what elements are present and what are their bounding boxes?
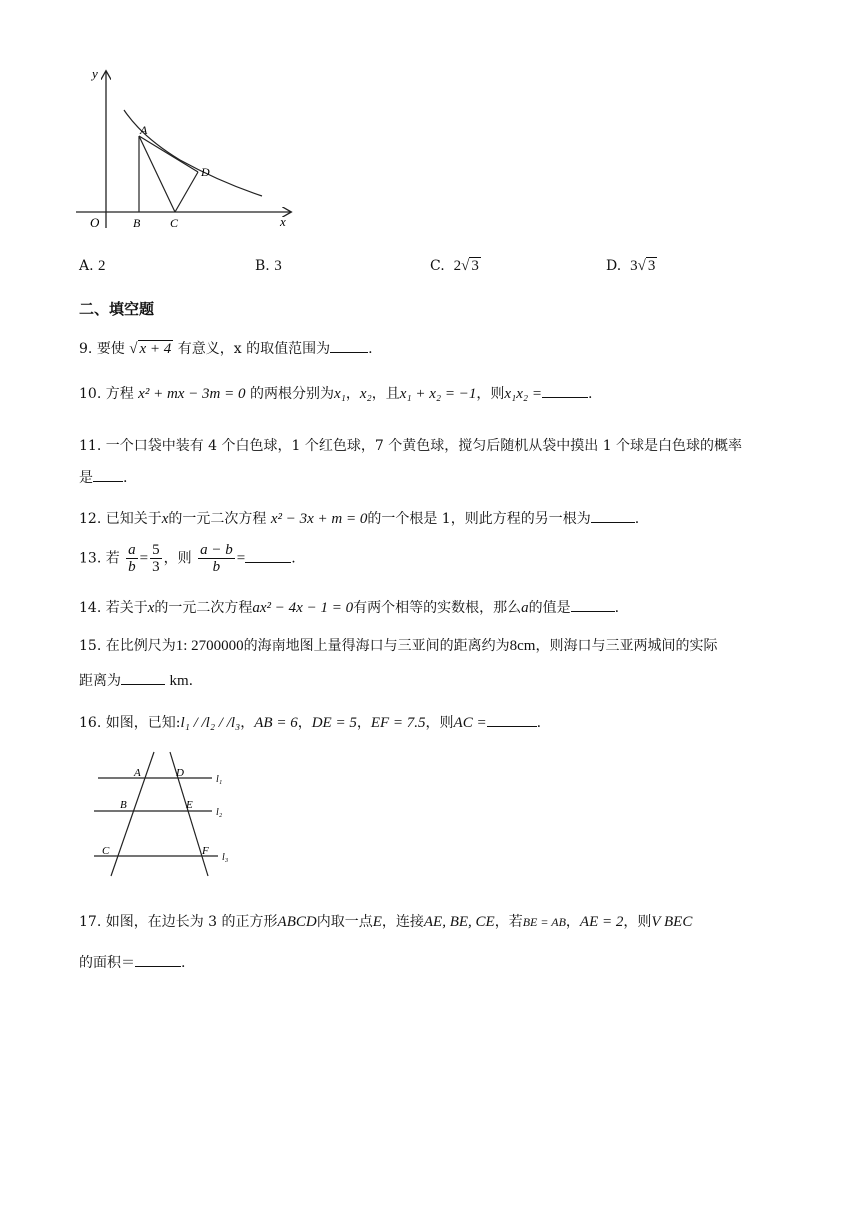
q17-answer-blank[interactable] — [135, 952, 181, 967]
question-9: 9. 要使 √ x + 4 有意义，x 的取值范围为 . — [79, 338, 373, 359]
q15-answer-blank[interactable] — [121, 670, 165, 685]
point-a-label: A — [140, 123, 148, 137]
q9-answer-blank[interactable] — [330, 338, 368, 353]
q14-answer-blank[interactable] — [571, 597, 615, 612]
question-10: 10. 方程 x² + mx − 3m = 0 的两根分别为x₁，x₂，且x₁ + x₂ = −1，则x₁x₂ = . — [79, 383, 592, 404]
point-a-label: A — [134, 767, 141, 779]
line-l2-label: l₂ — [216, 807, 223, 818]
hyperbola-figure — [70, 62, 300, 232]
question-17-line-2: 的面积＝ . — [79, 952, 185, 973]
q10-answer-blank[interactable] — [542, 383, 588, 398]
option-a[interactable]: A. 2 — [79, 258, 106, 274]
section-title: 二、填空题 — [79, 300, 155, 318]
question-12: 12. 已知关于x的一元二次方程 x² − 3x + m = 0的一个根是 1，则此方程的另一根为 . — [79, 508, 639, 529]
parallel-lines-figure — [88, 748, 248, 883]
question-11-line-1: 11. 一个口袋中装有 4 个白色球，1 个红色球，7 个黄色球，搅匀后随机从袋中摸出 1 个球是白色球的概率 — [79, 438, 743, 454]
point-c-label: C — [170, 216, 179, 230]
point-f-label: F — [202, 845, 209, 857]
point-d-label: D — [176, 767, 184, 779]
line-l1-label: l₁ — [216, 774, 223, 785]
option-c[interactable]: C. 2√ 3 — [430, 258, 479, 274]
question-11-line-2: 是 . — [79, 467, 127, 488]
question-17-line-1: 17. 如图，在边长为 3 的正方形ABCD内取一点E，连接AE, BE, CE，若BE = AB，AE = 2，则V BEC — [79, 914, 693, 930]
question-14: 14. 若关于x的一元二次方程ax² − 4x − 1 = 0有两个相等的实数根，那么a的值是 . — [79, 597, 619, 618]
q13-answer-blank[interactable] — [245, 548, 291, 563]
question-15-line-2: 距离为 km. — [79, 670, 193, 691]
axis-y-label: y — [92, 66, 98, 81]
line-l3-label: l₃ — [222, 852, 229, 863]
option-b[interactable]: B. 3 — [255, 258, 282, 274]
q16-answer-blank[interactable] — [487, 712, 537, 727]
point-b-label: B — [120, 799, 127, 811]
option-d[interactable]: D. 3√ 3 — [606, 258, 656, 274]
transversal-abc — [111, 752, 154, 876]
point-d-label: D — [201, 165, 210, 179]
question-15-line-1: 15. 在比例尺为1: 2700000的海南地图上量得海口与三亚间的距离约为8cm，则海口与三亚两城间的实际 — [79, 638, 718, 654]
segment-cd — [175, 172, 198, 212]
axis-x-label: x — [280, 214, 286, 229]
q11-answer-blank[interactable] — [93, 467, 123, 482]
origin-label: O — [90, 215, 100, 230]
point-e-label: E — [186, 799, 193, 811]
point-b-label: B — [133, 216, 141, 230]
q12-answer-blank[interactable] — [591, 508, 635, 523]
question-13: 13. 若 $\frac{a}{b}$ = $\frac{5}{3}$ ，则 $\frac{a - b}{b}$ = . — [79, 542, 296, 575]
point-c-label: C — [102, 845, 110, 857]
question-16: 16. 如图，已知:l₁ / /l₂ / /l₃，AB = 6，DE = 5，EF = 7.5，则AC = . — [79, 712, 541, 733]
